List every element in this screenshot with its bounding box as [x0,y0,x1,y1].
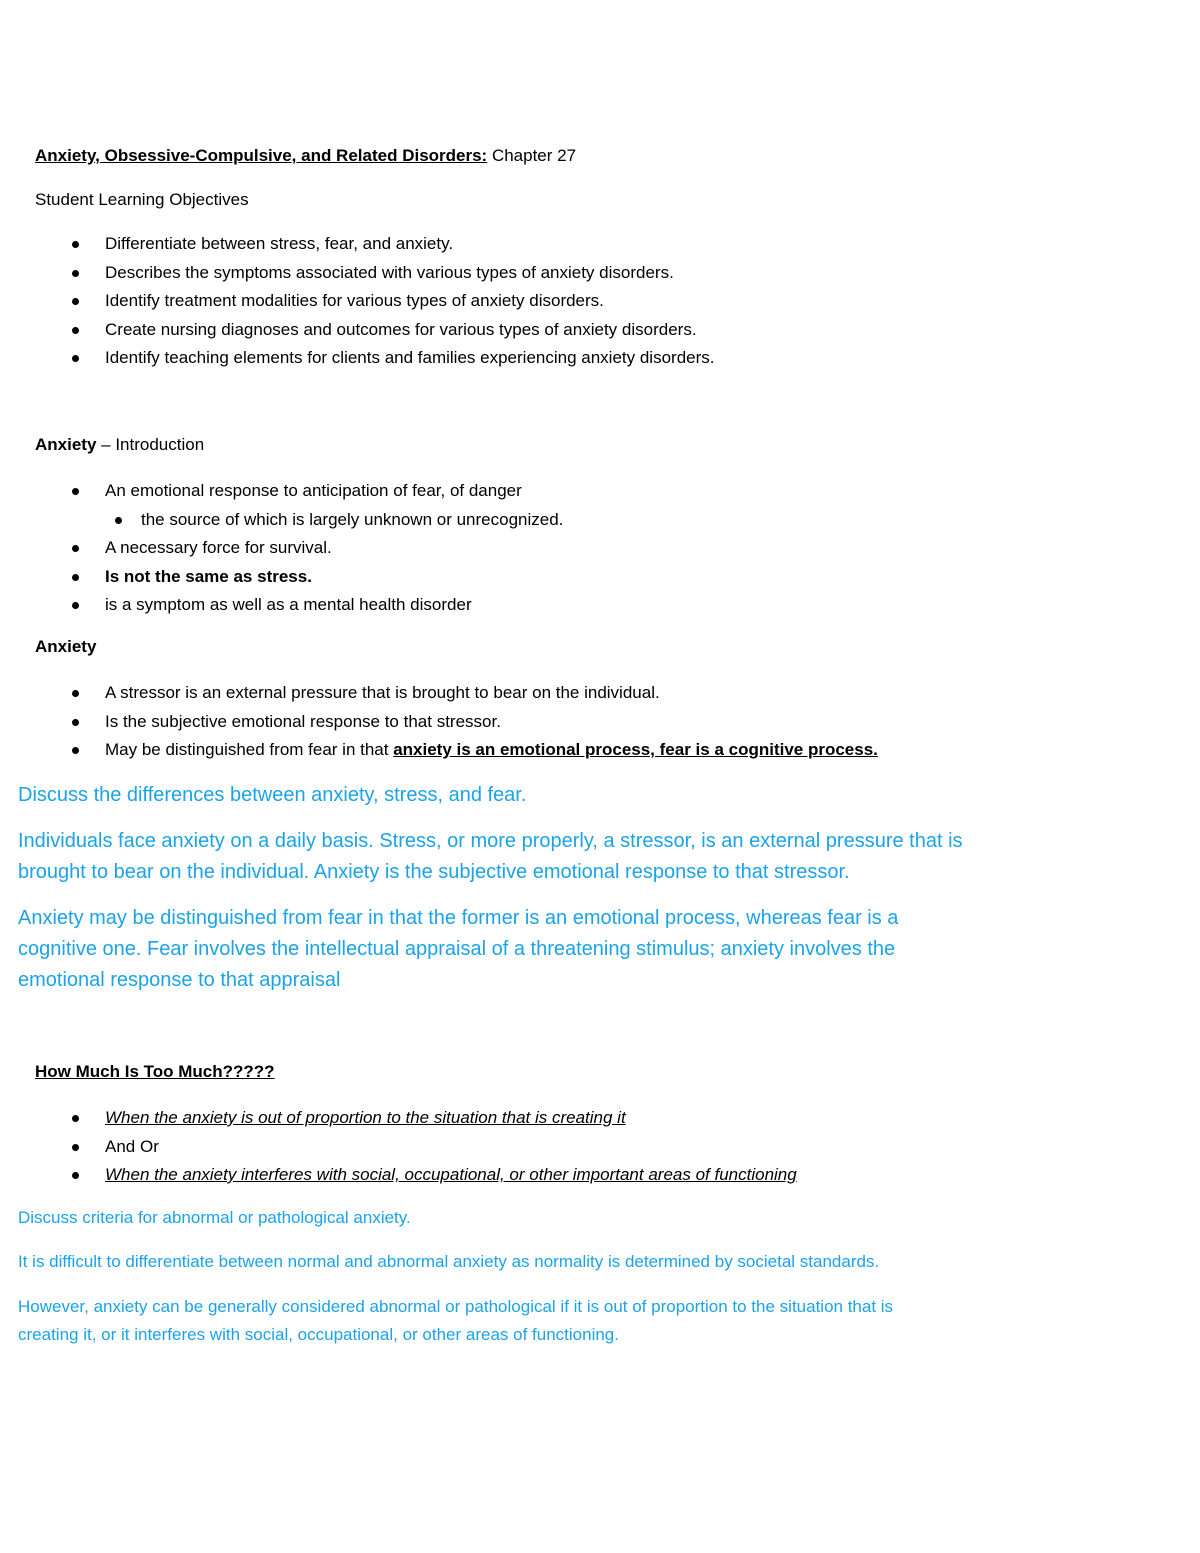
discussion-answer-line: cognitive one. Fear involves the intellectual appraisal of a threatening stimulus; anxiety involves the [18,938,896,960]
list-item: Identify teaching elements for clients and families experiencing anxiety disorders. [0,347,715,376]
list-item: And Or [0,1136,797,1165]
discussion-answer-line: brought to bear on the individual. Anxiety is the subjective emotional response to that stressor. [18,861,850,883]
list-item: Differentiate between stress, fear, and anxiety. [0,233,715,262]
list-item: When the anxiety interferes with social, occupational, or other important areas of functioning [0,1164,797,1193]
list-item: Describes the symptoms associated with various types of anxiety disorders. [0,262,715,291]
list-item [0,739,878,768]
discussion-answer-line: creating it, or it interferes with social, occupational, or other areas of functioning. [18,1325,619,1344]
intro-list [0,480,563,623]
list-subitem: the source of which is largely unknown or unrecognized. [0,509,563,538]
document-title: Anxiety, Obsessive-Compulsive, and Related Disorders: [35,146,488,165]
list-item: is a symptom as well as a mental health disorder [0,594,563,623]
list-item-text: May be distinguished from fear in that [105,740,394,759]
anxiety-list [0,682,878,768]
how-much-heading: How Much Is Too Much????? [35,1062,275,1081]
chapter-label: Chapter 27 [487,146,577,165]
objectives-label: Student Learning Objectives [35,190,249,209]
intro-heading-line [35,434,204,456]
list-item: Is the subjective emotional response to that stressor. [0,711,878,740]
discussion-answer-line: Anxiety may be distinguished from fear in that the former is an emotional process, whereas fear is a [18,907,899,929]
list-item: An emotional response to anticipation of fear, of danger [0,480,563,509]
list-item: A stressor is an external pressure that is brought to bear on the individual. [0,682,878,711]
how-much-list [0,1107,797,1193]
discussion-answer-line: However, anxiety can be generally considered abnormal or pathological if it is out of proportion to the situation that is [18,1297,894,1316]
list-item: When the anxiety is out of proportion to the situation that is creating it [0,1107,797,1136]
list-item: Create nursing diagnoses and outcomes for various types of anxiety disorders. [0,319,715,348]
discussion-question-2: Discuss criteria for abnormal or pathological anxiety. [18,1208,411,1227]
objectives-list [0,233,715,376]
discussion-question-1: Discuss the differences between anxiety, stress, and fear. [18,784,527,806]
list-item: Identify treatment modalities for various types of anxiety disorders. [0,290,715,319]
intro-heading: Anxiety [35,435,97,454]
list-item: Is not the same as stress. [0,566,563,595]
intro-heading-suffix: – Introduction [96,435,205,454]
discussion-answer-line: emotional response to that appraisal [18,969,341,991]
emphasis-text: anxiety is an emotional process, fear is a cognitive process. [393,740,878,759]
list-item: A necessary force for survival. [0,537,563,566]
document-title-line [35,145,576,167]
discussion-answer-line: Individuals face anxiety on a daily basis. Stress, or more properly, a stressor, is an external pressure that is [18,830,963,852]
anxiety-heading: Anxiety [35,637,97,656]
discussion-answer-line: It is difficult to differentiate between normal and abnormal anxiety as normality is determined by societal standards. [18,1252,880,1271]
